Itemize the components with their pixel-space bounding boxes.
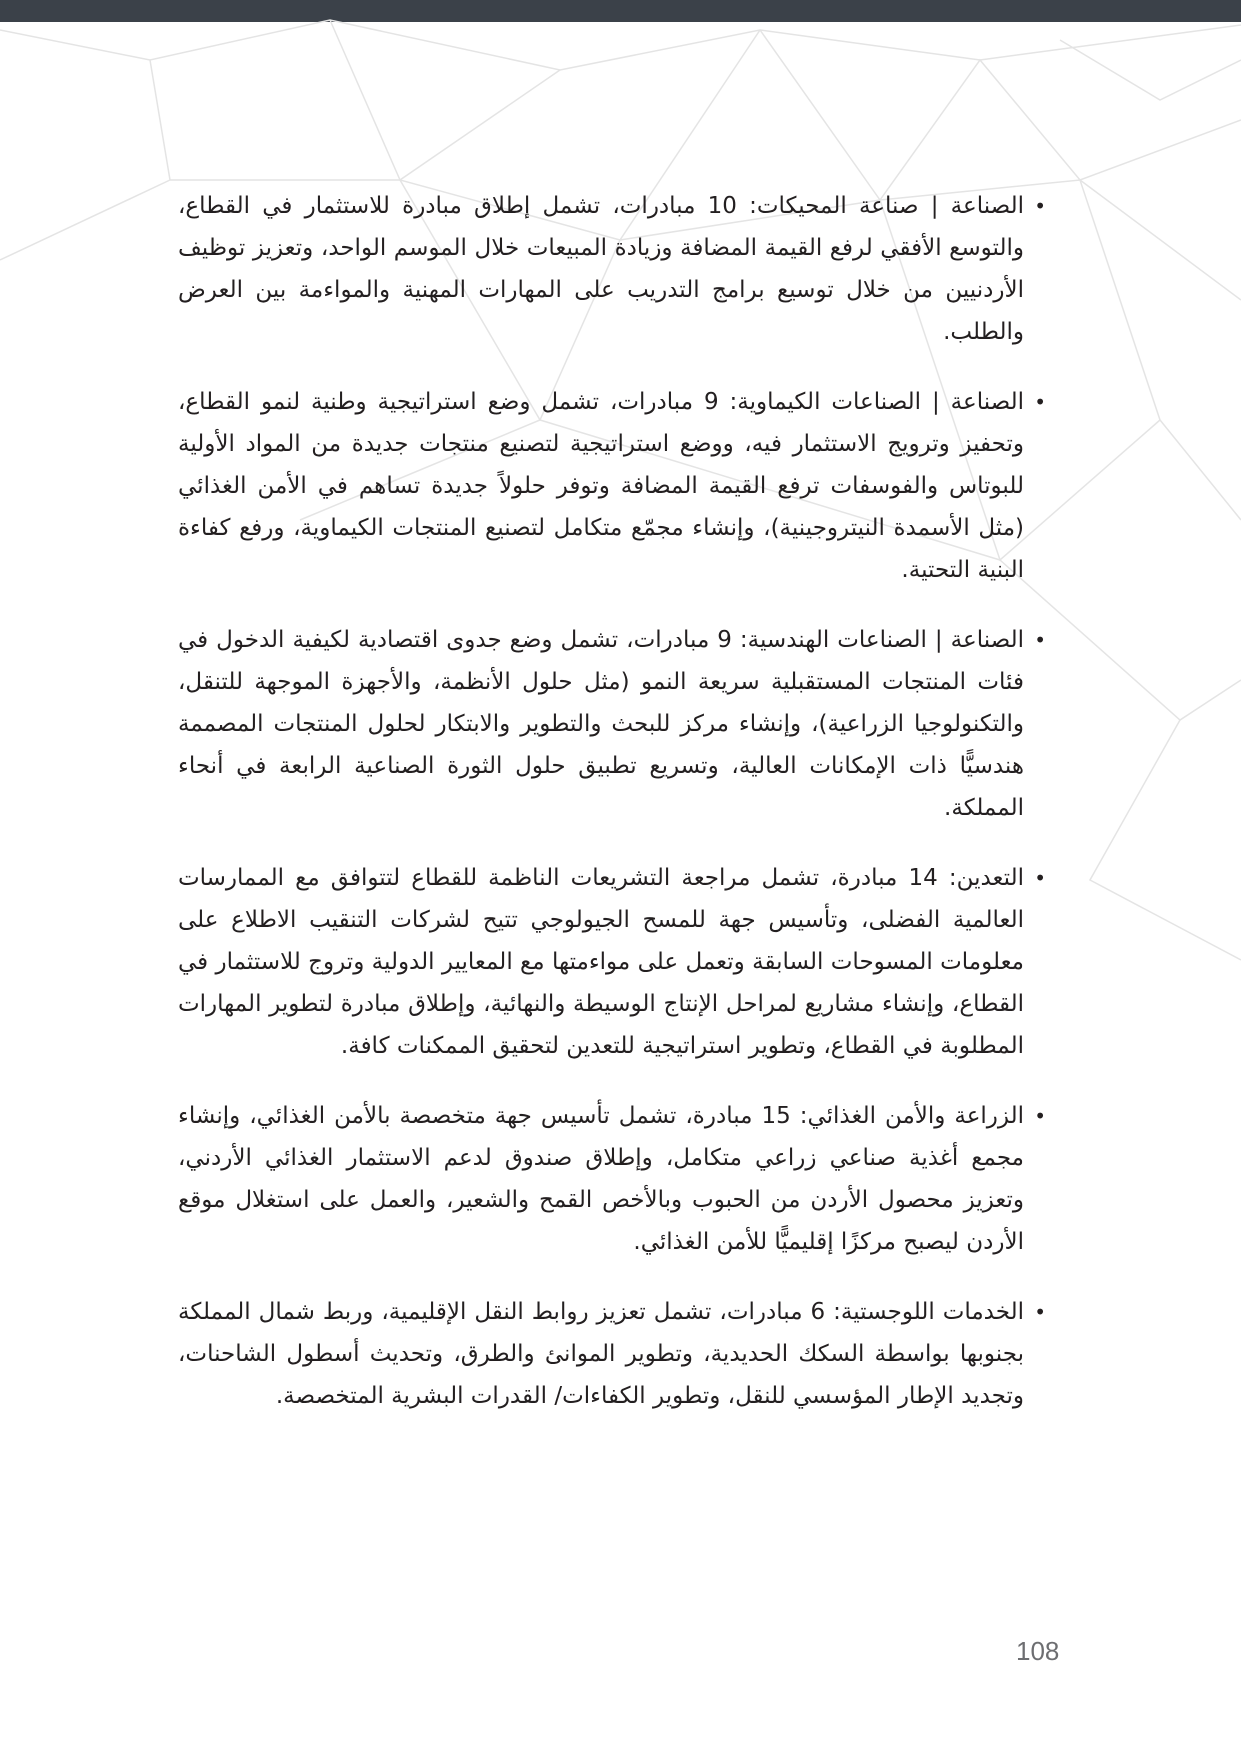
- bullet-icon: •: [1034, 194, 1046, 218]
- list-item: [178, 1095, 1044, 1263]
- list-item: [178, 857, 1044, 1067]
- list-item-text: التعدين: 14 مبادرة، تشمل مراجعة التشريعات الناظمة للقطاع لتتوافق مع الممارسات العالمية الفضلى، وتأسيس جهة للمسح الجيولوجي تتيح لشركات التنقيب الاطلاع على معلومات المسوحات السابقة وتعمل على مواءمتها مع المعايير الدولية وتروج للاستثمار في القطاع، وإنشاء مشاريع لمراحل الإنتاج الوسيطة والنهائية، وإطلاق مبادرة لتطوير المهارات المطلوبة في القطاع، وتطوير استراتيجية للتعدين لتحقيق الممكنات كافة.: [178, 865, 1024, 1059]
- list-item-text: الصناعة | صناعة المحيكات: 10 مبادرات، تشمل إطلاق مبادرة للاستثمار في القطاع، والتوسع الأفقي لرفع القيمة المضافة وزيادة المبيعات خلال الموسم الواحد، وتعزيز توظيف الأردنيين من خلال توسيع برامج التدريب على المهارات المهنية والمواءمة بين العرض والطلب.: [178, 193, 1025, 345]
- bullet-icon: •: [1034, 390, 1046, 414]
- initiatives-list: [178, 185, 1044, 1417]
- initiatives-list-section: [178, 185, 1044, 1445]
- list-item: [178, 619, 1044, 829]
- list-item-text: الصناعة | الصناعات الكيماوية: 9 مبادرات، تشمل وضع استراتيجية وطنية لنمو القطاع، وتحفيز وترويج الاستثمار فيه، ووضع استراتيجية لتصنيع منتجات جديدة من المواد الأولية للبوتاس والفوسفات ترفع القيمة المضافة وتوفر حلولاً جديدة تساهم في الأمن الغذائي (مثل الأسمدة النيتروجينية)، وإنشاء مجمّع متكامل لتصنيع المنتجات الكيماوية، ورفع كفاءة البنية التحتية.: [178, 389, 1024, 583]
- list-item-text: الزراعة والأمن الغذائي: 15 مبادرة، تشمل تأسيس جهة متخصصة بالأمن الغذائي، وإنشاء مجمع أغذية صناعي زراعي متكامل، وإطلاق صندوق لدعم الاستثمار الغذائي الأردني، وتعزيز محصول الأردن من الحبوب وبالأخص القمح والشعير، والعمل على استغلال موقع الأردن ليصبح مركزًا إقليميًّا للأمن الغذائي.: [178, 1103, 1025, 1255]
- page-number: 108: [1016, 1636, 1060, 1666]
- list-item: [178, 1291, 1044, 1417]
- bullet-icon: •: [1034, 866, 1046, 890]
- list-item: [178, 185, 1044, 353]
- bullet-icon: •: [1034, 1104, 1046, 1128]
- bullet-icon: •: [1034, 1300, 1046, 1324]
- list-item: [178, 381, 1044, 591]
- bullet-icon: •: [1034, 628, 1046, 652]
- list-item-text: الصناعة | الصناعات الهندسية: 9 مبادرات، تشمل وضع جدوى اقتصادية لكيفية الدخول في فئات المنتجات المستقبلية سريعة النمو (مثل حلول الأنظمة، والأجهزة الموجهة للتنقل، والتكنولوجيا الزراعية)، وإنشاء مركز للبحث والتطوير والابتكار لحلول المنتجات المصممة هندسيًّا ذات الإمكانات العالية، وتسريع تطبيق حلول الثورة الصناعية الرابعة في أنحاء المملكة.: [178, 627, 1024, 821]
- list-item-text: الخدمات اللوجستية: 6 مبادرات، تشمل تعزيز روابط النقل الإقليمية، وربط شمال المملكة بجنوبها بواسطة السكك الحديدية، وتطوير الموانئ والطرق، وتحديث أسطول الشاحنات، وتجديد الإطار المؤسسي للنقل، وتطوير الكفاءات/ القدرات البشرية المتخصصة.: [178, 1299, 1024, 1409]
